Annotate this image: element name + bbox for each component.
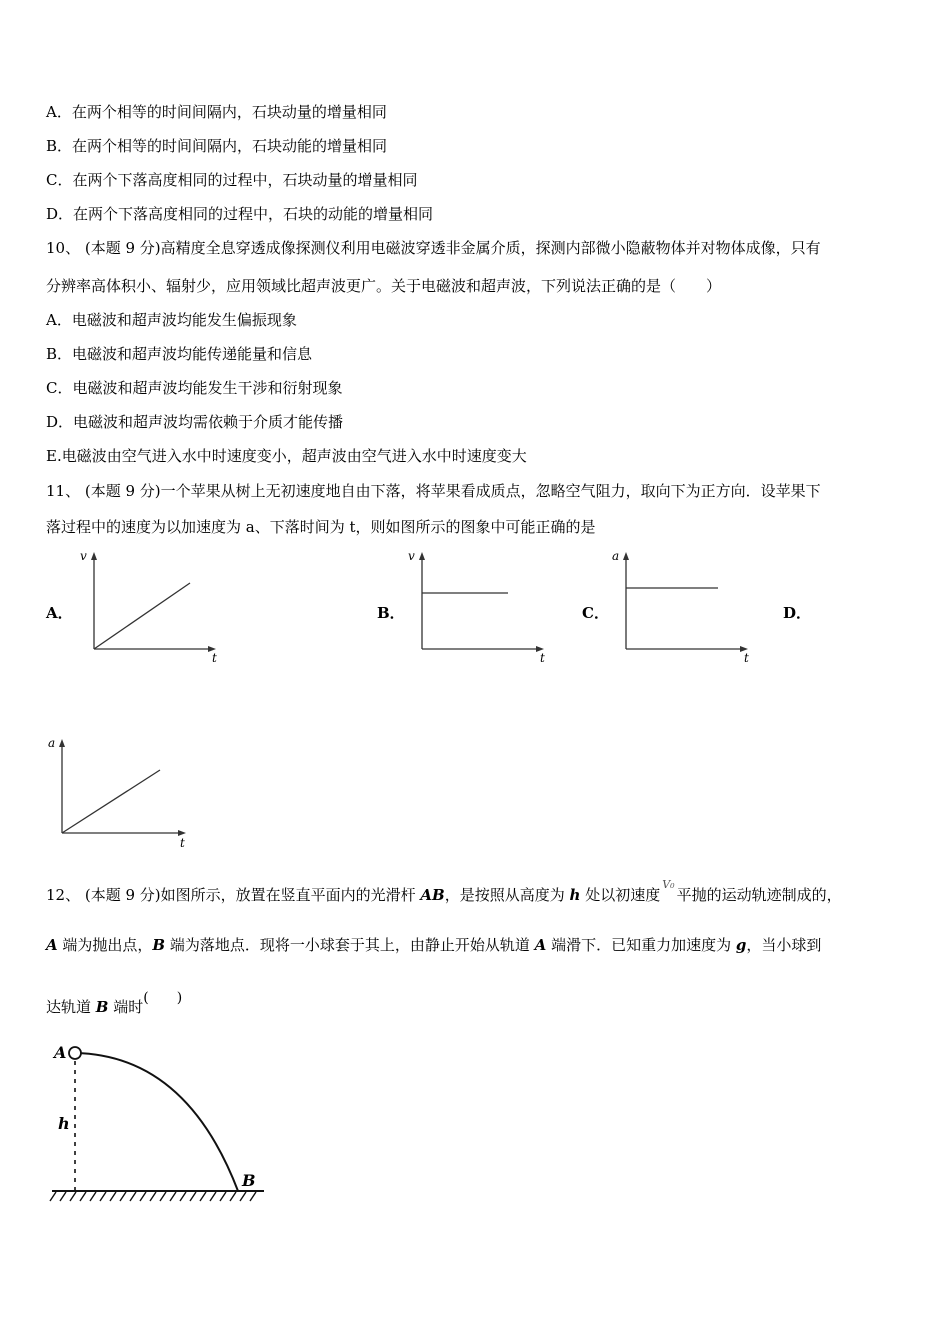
y-axis-arrow-icon xyxy=(419,552,425,560)
q12-stem-line2: A 端为抛出点，B 端为落地点．现将一小球套于其上，由静止开始从轨道 A 端滑下．已知重力加速度为 g，当小球到 xyxy=(46,936,822,954)
q11-stem-line1: 11、 (本题 9 分)一个苹果从树上无初速度地自由下落，将苹果看成质点，忽略空气阻力，取向下为正方向．设苹果下 xyxy=(46,482,821,500)
ball-icon xyxy=(69,1047,81,1059)
q11-graph-b xyxy=(406,548,556,666)
graph-line xyxy=(62,770,160,833)
q10-stem-line2: 分辨率高体积小、辐射少，应用领域比超声波更广。关于电磁波和超声波，下列说法正确的是（ ） xyxy=(46,277,722,295)
q9-option-d: D．在两个下落高度相同的过程中，石块的动能的增量相同 xyxy=(46,205,434,223)
q12-stem-line3: 达轨道 B 端时( ) xyxy=(46,990,183,1016)
gravity-symbol: g xyxy=(735,936,747,954)
answer-paren: ( ) xyxy=(143,990,183,1006)
q11-stem-line2: 落过程中的速度为以加速度为 a、下落时间为 t，则如图所示的图象中可能正确的是 xyxy=(46,518,596,536)
y-axis-arrow-icon xyxy=(623,552,629,560)
y-axis-label: v xyxy=(80,549,87,563)
ground-hatching xyxy=(50,1192,256,1201)
point-b-label: B xyxy=(242,1171,256,1190)
x-axis-label: t xyxy=(540,651,545,665)
q10-option-e: E.电磁波由空气进入水中时速度变小，超声波由空气进入水中时速度变大 xyxy=(46,447,527,465)
height-label: h xyxy=(58,1114,70,1133)
q10-option-a: A．电磁波和超声波均能发生偏振现象 xyxy=(46,311,297,329)
graph-line xyxy=(94,583,190,649)
q9-option-b: B．在两个相等的时间间隔内，石块动能的增量相同 xyxy=(46,137,388,155)
q9-option-a: A．在两个相等的时间间隔内，石块动量的增量相同 xyxy=(46,103,387,121)
q11-option-b-label: B． xyxy=(377,604,405,622)
q11-option-d-label: D． xyxy=(783,604,812,622)
q10-option-b: B．电磁波和超声波均能传递能量和信息 xyxy=(46,345,313,363)
q11-option-c-label: C． xyxy=(582,604,609,622)
q11-graph-a xyxy=(78,548,228,666)
x-axis-label: t xyxy=(212,651,217,665)
y-axis-arrow-icon xyxy=(59,739,65,747)
height-symbol: h xyxy=(569,886,581,904)
q12-stem-line1: 12、 (本题 9 分)如图所示，放置在竖直平面内的光滑杆 AB，是按照从高度为 h 处以初速度$^{V_0}$平抛的运动轨迹制成的， xyxy=(46,878,842,904)
y-axis-arrow-icon xyxy=(91,552,97,560)
q10-option-c: C．电磁波和超声波均能发生干涉和衍射现象 xyxy=(46,379,343,397)
q10-stem-line1: 10、 (本题 9 分)高精度全息穿透成像探测仪利用电磁波穿透非金属介质，探测内部微小隐蔽物体并对物体成像，只有 xyxy=(46,239,821,257)
x-axis-label: t xyxy=(180,836,185,850)
q12-figure xyxy=(46,1035,276,1210)
y-axis-label: a xyxy=(612,549,620,563)
rod-label: AB xyxy=(420,886,445,904)
q11-graph-d xyxy=(46,735,196,853)
q10-option-d: D．电磁波和超声波均需依赖于介质才能传播 xyxy=(46,413,344,431)
v0-symbol: V₀ xyxy=(662,878,675,891)
q11-option-a-label: A． xyxy=(46,604,73,622)
point-a-label: A xyxy=(54,1043,67,1062)
y-axis-label: v xyxy=(408,549,415,563)
q11-graph-c xyxy=(610,548,760,666)
trajectory-rod xyxy=(75,1053,238,1191)
q9-option-c: C．在两个下落高度相同的过程中，石块动量的增量相同 xyxy=(46,171,418,189)
y-axis-label: a xyxy=(48,736,56,750)
x-axis-label: t xyxy=(744,651,749,665)
